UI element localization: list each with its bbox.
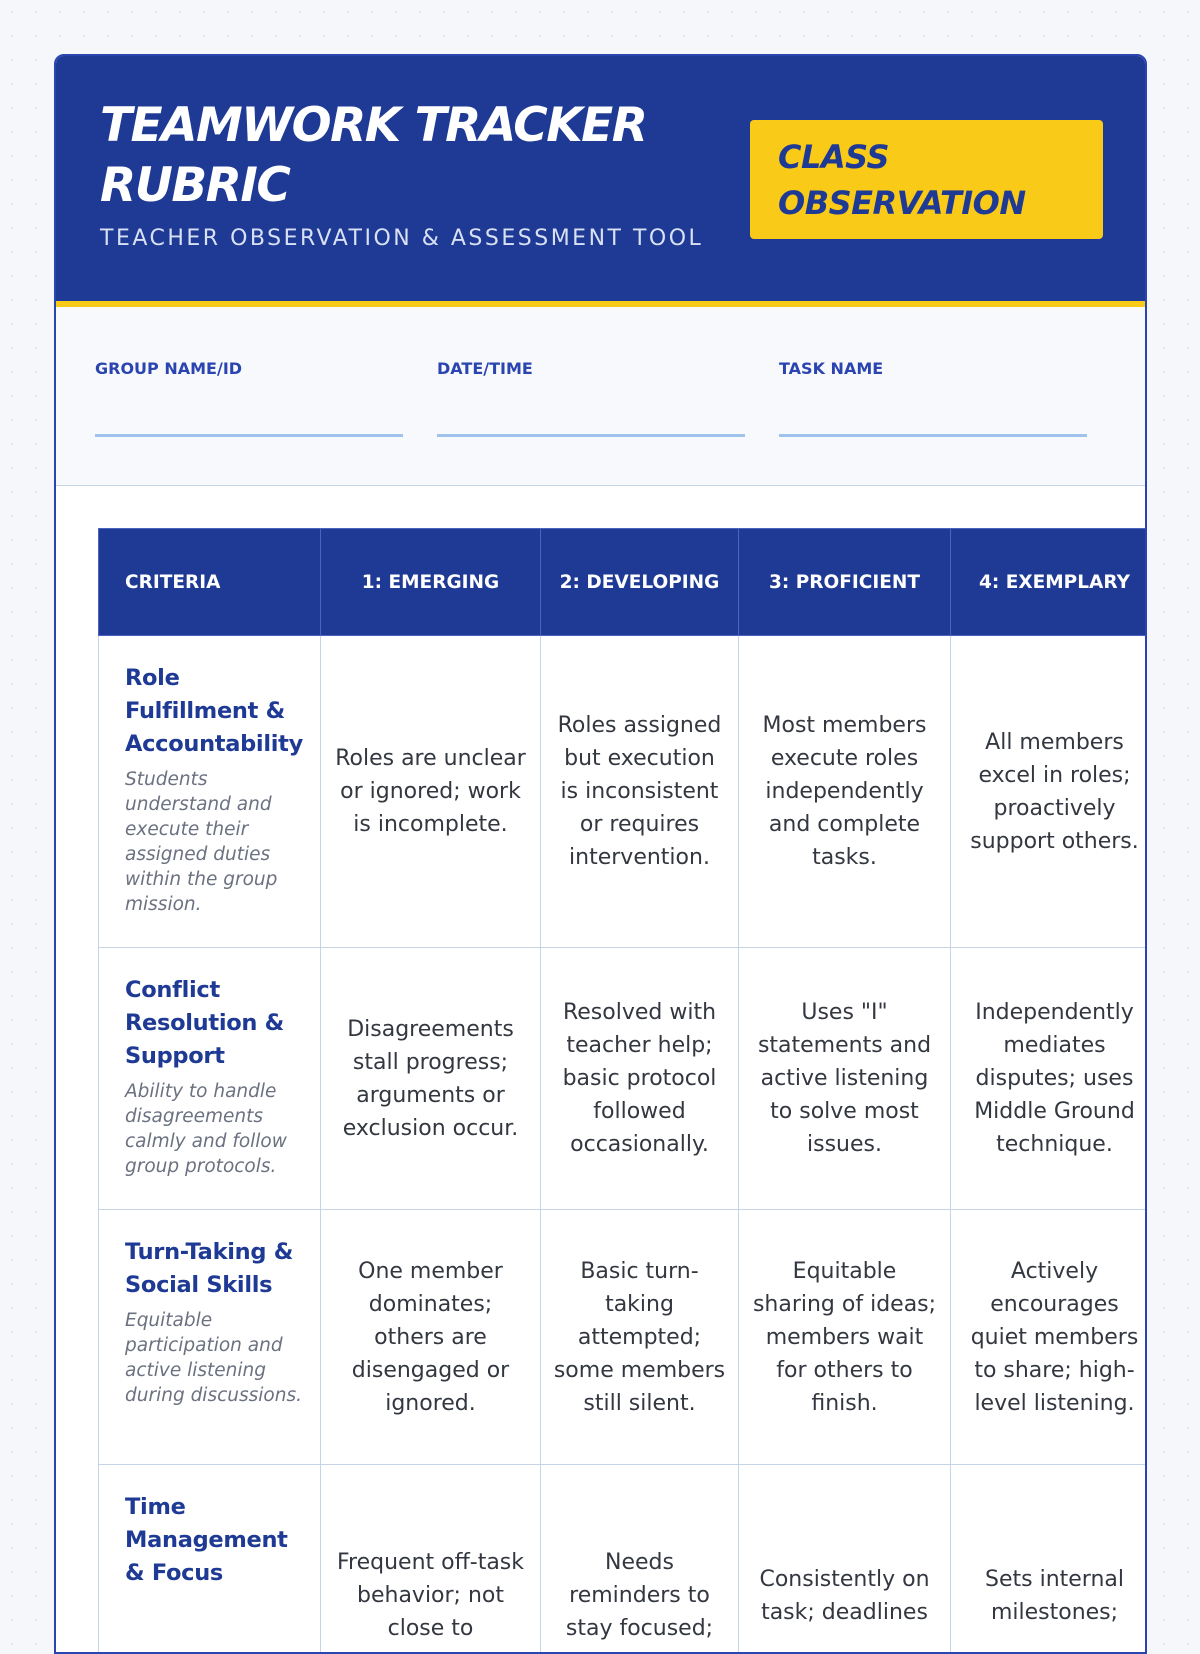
criteria-description: Students understand and execute their assigned duties within the group mission. bbox=[125, 767, 306, 917]
level-cell-proficient: Equitable sharing of ideas; members wait for others to finish. bbox=[739, 1210, 951, 1465]
developing-column-header: 2: DEVELOPING bbox=[541, 529, 739, 636]
rubric-table bbox=[98, 528, 1147, 1654]
date-time-input[interactable] bbox=[437, 434, 745, 437]
group-name-label: GROUP NAME/ID bbox=[95, 359, 403, 378]
rubric-table-wrapper bbox=[98, 528, 1147, 1654]
date-time-field bbox=[437, 359, 745, 437]
observation-info-section bbox=[56, 307, 1145, 486]
level-cell-exemplary: All members excel in roles; proactively support others. bbox=[951, 636, 1148, 948]
level-cell-emerging: Frequent off-task behavior; not close to bbox=[321, 1465, 541, 1654]
class-observation-badge bbox=[750, 120, 1103, 239]
table-row bbox=[99, 948, 1148, 1210]
level-cell-developing: Basic turn-taking attempted; some members still silent. bbox=[541, 1210, 739, 1465]
task-name-field bbox=[779, 359, 1087, 437]
header-banner bbox=[56, 56, 1145, 307]
proficient-column-header: 3: PROFICIENT bbox=[739, 529, 951, 636]
exemplary-column-header: 4: EXEMPLARY bbox=[951, 529, 1148, 636]
criteria-name: Conflict Resolution & Support bbox=[125, 974, 306, 1073]
table-row bbox=[99, 1210, 1148, 1465]
rubric-card bbox=[54, 54, 1147, 1654]
table-row bbox=[99, 636, 1148, 948]
level-cell-emerging: One member dominates; others are disengaged or ignored. bbox=[321, 1210, 541, 1465]
level-cell-developing: Needs reminders to stay focused; bbox=[541, 1465, 739, 1654]
level-cell-proficient: Uses "I" statements and active listening to solve most issues. bbox=[739, 948, 951, 1210]
criteria-description: Ability to handle disagreements calmly and follow group protocols. bbox=[125, 1079, 306, 1179]
criteria-cell bbox=[99, 1465, 321, 1654]
criteria-description: Equitable participation and active listening during discussions. bbox=[125, 1308, 306, 1408]
task-name-label: TASK NAME bbox=[779, 359, 1087, 378]
badge-label: CLASS OBSERVATION bbox=[778, 134, 1075, 226]
group-name-input[interactable] bbox=[95, 434, 403, 437]
criteria-cell bbox=[99, 948, 321, 1210]
table-header-row bbox=[99, 529, 1148, 636]
task-name-input[interactable] bbox=[779, 434, 1087, 437]
level-cell-emerging: Roles are unclear or ignored; work is incomplete. bbox=[321, 636, 541, 948]
level-cell-proficient: Consistently on task; deadlines bbox=[739, 1465, 951, 1654]
level-cell-proficient: Most members execute roles independently and complete tasks. bbox=[739, 636, 951, 948]
criteria-name: Time Management & Focus bbox=[125, 1491, 306, 1590]
emerging-column-header: 1: EMERGING bbox=[321, 529, 541, 636]
criteria-cell bbox=[99, 636, 321, 948]
page-subtitle: TEACHER OBSERVATION & ASSESSMENT TOOL bbox=[100, 226, 703, 251]
level-cell-exemplary: Actively encourages quiet members to share; high-level listening. bbox=[951, 1210, 1148, 1465]
level-cell-exemplary: Independently mediates disputes; uses Middle Ground technique. bbox=[951, 948, 1148, 1210]
criteria-column-header: CRITERIA bbox=[99, 529, 321, 636]
group-name-field bbox=[95, 359, 403, 437]
criteria-name: Turn-Taking & Social Skills bbox=[125, 1236, 306, 1302]
date-time-label: DATE/TIME bbox=[437, 359, 745, 378]
criteria-cell bbox=[99, 1210, 321, 1465]
table-row bbox=[99, 1465, 1148, 1654]
page-title: TEAMWORK TRACKER RUBRIC bbox=[100, 96, 740, 216]
criteria-name: Role Fulfillment & Accountability bbox=[125, 662, 306, 761]
level-cell-exemplary: Sets internal milestones; bbox=[951, 1465, 1148, 1654]
level-cell-developing: Resolved with teacher help; basic protocol followed occasionally. bbox=[541, 948, 739, 1210]
level-cell-emerging: Disagreements stall progress; arguments or exclusion occur. bbox=[321, 948, 541, 1210]
level-cell-developing: Roles assigned but execution is inconsistent or requires intervention. bbox=[541, 636, 739, 948]
